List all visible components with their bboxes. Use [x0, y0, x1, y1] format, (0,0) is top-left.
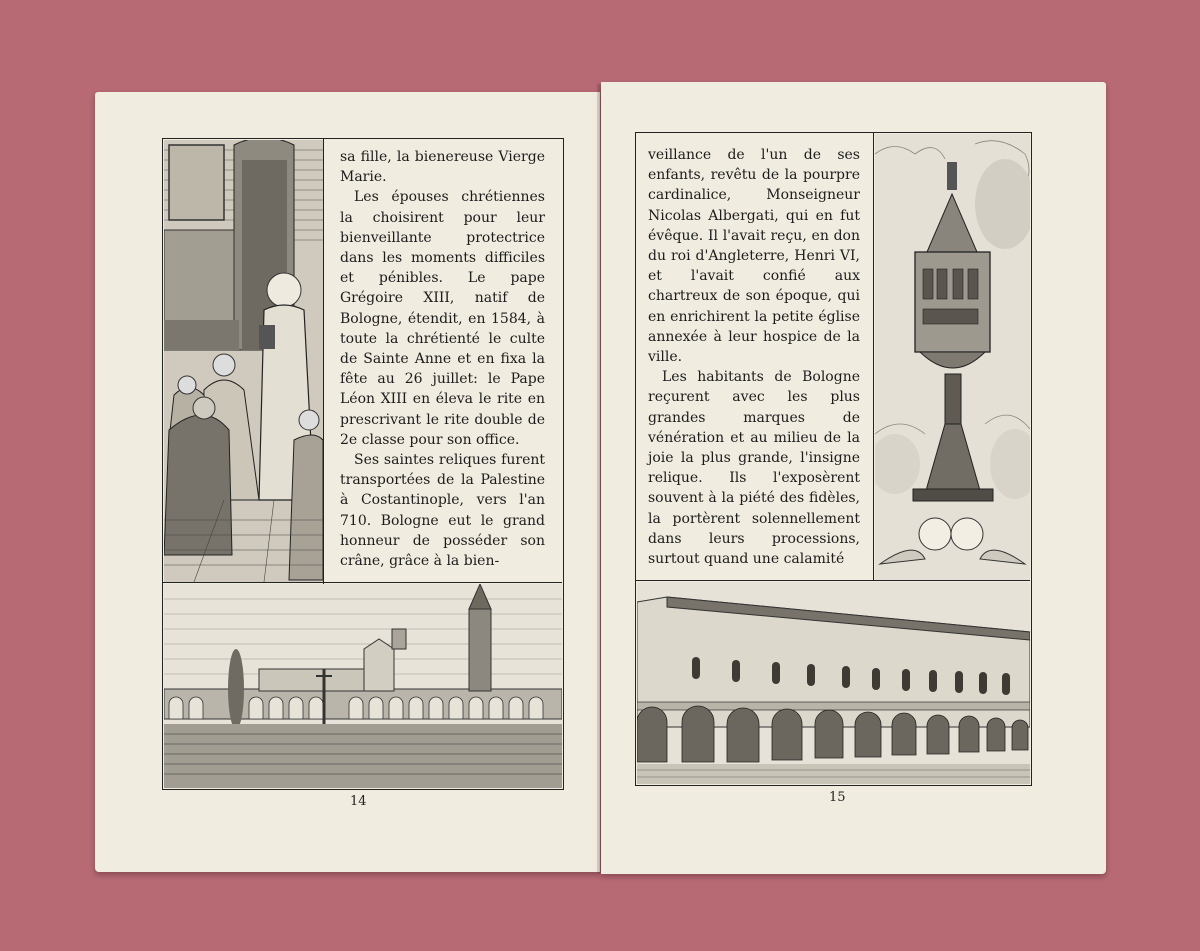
paragraph: veillance de l'un de ses enfants, revêtu de la pourpre cardinalice, Monseigneur Nicolas Albergati, qui en fut évêque. Il l'avait reçu, en don du roi d'Angleterre, Henri VI, et l'avait confié aux chartreux de son époque, qui en enrichirent la petite église annexée à leur hospice de la ville. — [648, 147, 860, 366]
cloister-engraving — [164, 584, 562, 788]
reliquary-illustration — [875, 134, 1030, 580]
left-page-text — [340, 147, 545, 571]
right-horizontal-rule — [635, 580, 1030, 581]
right-page-text — [648, 145, 860, 569]
right-page — [601, 82, 1106, 874]
cloister-illustration — [164, 584, 562, 788]
reliquary-divider — [873, 132, 874, 580]
page-number: 15 — [829, 790, 846, 805]
paragraph: sa fille, la bienereuse Vierge Marie. — [340, 149, 545, 186]
left-page — [95, 92, 600, 872]
left-horizontal-rule — [162, 582, 562, 583]
paragraph: Les habitants de Bologne reçurent avec les plus grandes marques de vénération et au milieu de la joie la plus grande, l'insigne relique. Ils l'exposèrent souvent à la piété des fidèles, la portèrent solennellement dans leurs processions, surtout quand une calamité — [648, 369, 860, 568]
reliquary-engraving — [875, 134, 1030, 580]
paragraph: Les épouses chrétiennes la choisirent pour leur bienveillante protectrice dans les moments difficiles et pénibles. Le pape Grégoire XIII, natif de Bologne, étendit, en 1584, à toute la chrétienté le culte de Sainte Anne et en fixa la fête au 26 juillet: le Pape Léon XIII en éleva le rite en prescrivant le rite double de 2e classe pour son office. — [340, 189, 545, 448]
monks-engraving — [164, 140, 323, 582]
page-number: 14 — [350, 794, 367, 809]
arcade-illustration — [637, 582, 1030, 784]
arcade-engraving — [637, 582, 1030, 784]
monks-divider — [323, 138, 324, 584]
paragraph: Ses saintes reliques furent transportées de la Palestine à Costantinople, vers l'an 710. Bologne eut le grand honneur de posséder son crâne, grâce à la bien- — [340, 452, 545, 570]
monks-illustration — [164, 140, 323, 582]
